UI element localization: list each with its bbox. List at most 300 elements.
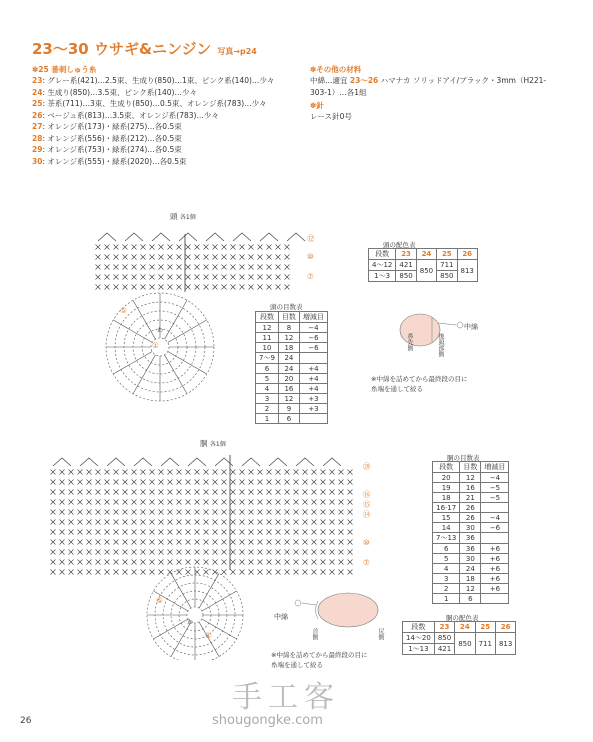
table-cell: 850 xyxy=(396,271,416,282)
single-crochet-symbol xyxy=(240,530,245,535)
single-crochet-symbol xyxy=(348,540,353,545)
single-crochet-symbol xyxy=(96,520,101,525)
single-crochet-symbol xyxy=(186,480,191,485)
decrease-symbol xyxy=(242,458,260,466)
yarn-heading: ✽25 番刺しゅう糸 xyxy=(32,65,97,74)
single-crochet-symbol xyxy=(339,480,344,485)
single-crochet-symbol xyxy=(177,560,182,565)
single-crochet-symbol xyxy=(231,265,236,270)
single-crochet-symbol xyxy=(312,480,317,485)
single-crochet-symbol xyxy=(150,520,155,525)
single-crochet-symbol xyxy=(339,530,344,535)
table-header-cell: 目数 xyxy=(460,462,481,473)
single-crochet-symbol xyxy=(348,490,353,495)
yarn-line-number: 26 xyxy=(32,110,43,120)
table-row xyxy=(256,323,328,333)
single-crochet-symbol xyxy=(168,520,173,525)
single-crochet-symbol xyxy=(69,470,74,475)
single-crochet-symbol xyxy=(276,530,281,535)
single-crochet-symbol xyxy=(96,570,101,575)
single-crochet-symbol xyxy=(168,550,173,555)
single-crochet-symbol xyxy=(186,570,191,575)
single-crochet-symbol xyxy=(132,510,137,515)
other-line-2: 303-1）…各1組 xyxy=(310,87,367,97)
single-crochet-symbol xyxy=(69,530,74,535)
single-crochet-symbol xyxy=(69,520,74,525)
single-crochet-symbol xyxy=(330,570,335,575)
single-crochet-symbol xyxy=(330,470,335,475)
single-crochet-symbol xyxy=(312,530,317,535)
single-crochet-symbol xyxy=(312,540,317,545)
single-crochet-symbol xyxy=(105,245,110,250)
single-crochet-symbol xyxy=(276,470,281,475)
table-row xyxy=(433,493,509,503)
needle-text: レース針0号 xyxy=(310,112,352,121)
single-crochet-symbol xyxy=(303,560,308,565)
single-crochet-symbol xyxy=(303,490,308,495)
body-count-table xyxy=(432,461,509,604)
single-crochet-symbol xyxy=(213,550,218,555)
other-line-1 xyxy=(310,75,546,87)
single-crochet-symbol xyxy=(249,500,254,505)
table-cell: −5 xyxy=(481,483,509,493)
single-crochet-symbol xyxy=(276,480,281,485)
table-cell: −4 xyxy=(481,473,509,483)
single-crochet-symbol xyxy=(321,490,326,495)
single-crochet-symbol xyxy=(69,510,74,515)
body-label-text: 胴 xyxy=(200,439,208,448)
table-cell: 21 xyxy=(460,493,481,503)
single-crochet-symbol xyxy=(222,500,227,505)
single-crochet-symbol xyxy=(339,490,344,495)
single-crochet-symbol xyxy=(348,500,353,505)
single-crochet-symbol xyxy=(231,530,236,535)
decrease-symbol xyxy=(323,458,341,466)
table-cell: 850 xyxy=(416,260,436,282)
single-crochet-symbol xyxy=(177,285,182,290)
page-number: 26 xyxy=(20,716,32,726)
single-crochet-symbol xyxy=(204,480,209,485)
single-crochet-symbol xyxy=(222,275,227,280)
single-crochet-symbol xyxy=(222,520,227,525)
single-crochet-symbol xyxy=(285,530,290,535)
single-crochet-symbol xyxy=(231,510,236,515)
single-crochet-symbol xyxy=(222,530,227,535)
single-crochet-symbol xyxy=(168,470,173,475)
single-crochet-symbol xyxy=(96,530,101,535)
single-crochet-symbol xyxy=(249,470,254,475)
single-crochet-symbol xyxy=(141,510,146,515)
single-crochet-symbol xyxy=(276,265,281,270)
table-cell xyxy=(299,414,327,424)
single-crochet-symbol xyxy=(150,490,155,495)
single-crochet-symbol xyxy=(78,570,83,575)
table-cell: 24 xyxy=(460,564,481,574)
table-cell: 3 xyxy=(433,574,460,584)
single-crochet-symbol xyxy=(186,275,191,280)
table-cell: +6 xyxy=(481,574,509,584)
single-crochet-symbol xyxy=(150,540,155,545)
single-crochet-symbol xyxy=(96,490,101,495)
single-crochet-symbol xyxy=(348,530,353,535)
single-crochet-symbol xyxy=(60,500,65,505)
table-cell: 5 xyxy=(256,374,279,384)
single-crochet-symbol xyxy=(123,570,128,575)
single-crochet-symbol xyxy=(222,510,227,515)
single-crochet-symbol xyxy=(51,480,56,485)
single-crochet-symbol xyxy=(195,510,200,515)
single-crochet-symbol xyxy=(114,540,119,545)
single-crochet-symbol xyxy=(294,540,299,545)
single-crochet-symbol xyxy=(150,560,155,565)
single-crochet-symbol xyxy=(114,285,119,290)
single-crochet-symbol xyxy=(321,510,326,515)
single-crochet-symbol xyxy=(51,490,56,495)
single-crochet-symbol xyxy=(159,520,164,525)
single-crochet-symbol xyxy=(258,520,263,525)
single-crochet-symbol xyxy=(78,480,83,485)
watermark-logo: 手工客 xyxy=(232,680,340,715)
single-crochet-symbol xyxy=(240,510,245,515)
single-crochet-symbol xyxy=(114,265,119,270)
table-cell: 2 xyxy=(433,584,460,594)
single-crochet-symbol xyxy=(141,480,146,485)
single-crochet-symbol xyxy=(249,560,254,565)
single-crochet-symbol xyxy=(177,550,182,555)
single-crochet-symbol xyxy=(150,265,155,270)
single-crochet-symbol xyxy=(60,510,65,515)
table-cell: +3 xyxy=(299,404,327,414)
single-crochet-symbol xyxy=(267,570,272,575)
single-crochet-symbol xyxy=(249,480,254,485)
single-crochet-symbol xyxy=(294,490,299,495)
decrease-symbol xyxy=(287,233,305,241)
single-crochet-symbol xyxy=(330,500,335,505)
single-crochet-symbol xyxy=(204,285,209,290)
table-cell: +3 xyxy=(299,394,327,404)
single-crochet-symbol xyxy=(96,275,101,280)
single-crochet-symbol xyxy=(195,520,200,525)
table-row xyxy=(433,483,509,493)
decrease-symbol xyxy=(179,233,197,241)
table-cell: 20 xyxy=(278,374,299,384)
single-crochet-symbol xyxy=(60,480,65,485)
head-note xyxy=(371,374,467,394)
single-crochet-symbol xyxy=(348,520,353,525)
single-crochet-symbol xyxy=(303,520,308,525)
single-crochet-symbol xyxy=(159,510,164,515)
body-circle-marker-1: ① xyxy=(205,631,212,640)
table-cell xyxy=(299,353,327,364)
single-crochet-symbol xyxy=(51,550,56,555)
table-cell: 19 xyxy=(433,483,460,493)
body-note xyxy=(271,650,367,670)
table-cell: 12 xyxy=(278,394,299,404)
single-crochet-symbol xyxy=(267,265,272,270)
single-crochet-symbol xyxy=(159,480,164,485)
single-crochet-symbol xyxy=(213,275,218,280)
single-crochet-symbol xyxy=(240,520,245,525)
single-crochet-symbol xyxy=(258,285,263,290)
single-crochet-symbol xyxy=(123,470,128,475)
table-row xyxy=(433,584,509,594)
single-crochet-symbol xyxy=(195,470,200,475)
yarn-line-number: 28 xyxy=(32,133,43,143)
head-color-table xyxy=(368,248,478,282)
single-crochet-symbol xyxy=(321,570,326,575)
single-crochet-symbol xyxy=(168,265,173,270)
table-cell: 14 xyxy=(433,523,460,533)
single-crochet-symbol xyxy=(240,285,245,290)
single-crochet-symbol xyxy=(78,510,83,515)
single-crochet-symbol xyxy=(231,570,236,575)
single-crochet-symbol xyxy=(240,245,245,250)
single-crochet-symbol xyxy=(123,550,128,555)
single-crochet-symbol xyxy=(159,570,164,575)
single-crochet-symbol xyxy=(276,520,281,525)
table-row xyxy=(433,473,509,483)
needle-heading: ✽針 xyxy=(310,101,324,110)
single-crochet-symbol xyxy=(87,540,92,545)
single-crochet-symbol xyxy=(51,530,56,535)
single-crochet-symbol xyxy=(96,265,101,270)
single-crochet-symbol xyxy=(141,540,146,545)
decrease-symbol xyxy=(53,458,71,466)
single-crochet-symbol xyxy=(105,560,110,565)
single-crochet-symbol xyxy=(168,275,173,280)
single-crochet-symbol xyxy=(105,500,110,505)
single-crochet-symbol xyxy=(114,570,119,575)
table-header-row xyxy=(256,312,328,323)
table-header-cell: 段数 xyxy=(403,622,435,633)
single-crochet-symbol xyxy=(276,500,281,505)
single-crochet-symbol xyxy=(177,530,182,535)
single-crochet-symbol xyxy=(204,275,209,280)
single-crochet-symbol xyxy=(348,510,353,515)
single-crochet-symbol xyxy=(132,265,137,270)
single-crochet-symbol xyxy=(258,550,263,555)
single-crochet-symbol xyxy=(114,530,119,535)
body-color-caption: 胴の配色表 xyxy=(446,614,479,622)
body-row-marker-14: ⑭ xyxy=(363,510,371,519)
single-crochet-symbol xyxy=(114,470,119,475)
single-crochet-symbol xyxy=(303,550,308,555)
table-cell: 16 xyxy=(278,384,299,394)
body-tail-side-label: 尻側 xyxy=(377,628,384,640)
yarn-line xyxy=(32,156,274,168)
single-crochet-symbol xyxy=(231,540,236,545)
table-header-cell: 増減目 xyxy=(299,312,327,323)
single-crochet-symbol xyxy=(321,540,326,545)
head-label xyxy=(170,211,196,222)
single-crochet-symbol xyxy=(195,245,200,250)
table-cell: 18 xyxy=(278,343,299,353)
decrease-symbol xyxy=(98,233,116,241)
single-crochet-symbol xyxy=(267,560,272,565)
single-crochet-symbol xyxy=(87,520,92,525)
single-crochet-symbol xyxy=(213,245,218,250)
table-cell xyxy=(481,533,509,544)
single-crochet-symbol xyxy=(222,255,227,260)
table-row xyxy=(433,574,509,584)
single-crochet-symbol xyxy=(132,530,137,535)
single-crochet-symbol xyxy=(105,480,110,485)
single-crochet-symbol xyxy=(312,550,317,555)
head-label-text: 頭 xyxy=(170,212,178,221)
single-crochet-symbol xyxy=(303,480,308,485)
single-crochet-symbol xyxy=(231,470,236,475)
single-crochet-symbol xyxy=(213,470,218,475)
single-crochet-symbol xyxy=(141,265,146,270)
single-crochet-symbol xyxy=(177,570,182,575)
single-crochet-symbol xyxy=(141,245,146,250)
table-cell: 4 xyxy=(256,384,279,394)
single-crochet-symbol xyxy=(204,510,209,515)
yarn-line xyxy=(32,110,274,122)
single-crochet-symbol xyxy=(213,560,218,565)
single-crochet-symbol xyxy=(132,570,137,575)
single-crochet-symbol xyxy=(222,470,227,475)
yarn-line xyxy=(32,144,274,156)
single-crochet-symbol xyxy=(168,245,173,250)
single-crochet-symbol xyxy=(267,510,272,515)
table-cell: +4 xyxy=(299,374,327,384)
table-header-cell: 23 xyxy=(434,622,454,633)
table-cell: 36 xyxy=(460,544,481,554)
single-crochet-symbol xyxy=(330,530,335,535)
single-crochet-symbol xyxy=(195,265,200,270)
single-crochet-symbol xyxy=(339,520,344,525)
head-row-marker-12: ⑫ xyxy=(307,234,315,243)
single-crochet-symbol xyxy=(114,560,119,565)
single-crochet-symbol xyxy=(267,550,272,555)
single-crochet-symbol xyxy=(249,255,254,260)
single-crochet-symbol xyxy=(141,530,146,535)
single-crochet-symbol xyxy=(240,265,245,270)
single-crochet-symbol xyxy=(51,470,56,475)
head-back-side-label: 後頭部側 xyxy=(437,333,444,357)
table-header-cell: 26 xyxy=(495,622,515,633)
single-crochet-symbol xyxy=(213,530,218,535)
table-cell: 5 xyxy=(433,554,460,564)
single-crochet-symbol xyxy=(186,470,191,475)
single-crochet-symbol xyxy=(213,490,218,495)
single-crochet-symbol xyxy=(312,470,317,475)
single-crochet-symbol xyxy=(267,245,272,250)
table-header-row xyxy=(433,462,509,473)
single-crochet-symbol xyxy=(276,560,281,565)
head-row-marker-10: ⑩ xyxy=(307,252,314,261)
decrease-symbol xyxy=(269,458,287,466)
head-count-caption: 頭の目数表 xyxy=(270,303,303,311)
single-crochet-symbol xyxy=(69,500,74,505)
single-crochet-symbol xyxy=(195,530,200,535)
single-crochet-symbol xyxy=(177,500,182,505)
table-cell: 8 xyxy=(278,323,299,333)
single-crochet-symbol xyxy=(222,570,227,575)
table-cell xyxy=(481,503,509,513)
single-crochet-symbol xyxy=(150,570,155,575)
table-cell: +6 xyxy=(481,564,509,574)
single-crochet-symbol xyxy=(114,245,119,250)
body-color-table xyxy=(402,621,516,655)
single-crochet-symbol xyxy=(123,520,128,525)
single-crochet-symbol xyxy=(69,480,74,485)
table-row xyxy=(256,404,328,414)
single-crochet-symbol xyxy=(159,285,164,290)
single-crochet-symbol xyxy=(186,255,191,260)
single-crochet-symbol xyxy=(195,490,200,495)
single-crochet-symbol xyxy=(249,490,254,495)
single-crochet-symbol xyxy=(177,245,182,250)
single-crochet-symbol xyxy=(240,540,245,545)
head-illustration xyxy=(380,305,490,360)
yarn-line-text: : 生成り(850)…3.5束、ピンク系(140)…少々 xyxy=(42,87,197,97)
single-crochet-symbol xyxy=(258,245,263,250)
single-crochet-symbol xyxy=(96,285,101,290)
single-crochet-symbol xyxy=(168,285,173,290)
single-crochet-symbol xyxy=(258,480,263,485)
single-crochet-symbol xyxy=(150,470,155,475)
yarn-line xyxy=(32,98,274,110)
table-cell: 24 xyxy=(278,353,299,364)
single-crochet-symbol xyxy=(267,490,272,495)
single-crochet-symbol xyxy=(159,470,164,475)
table-row xyxy=(433,554,509,564)
table-cell: +6 xyxy=(481,544,509,554)
single-crochet-symbol xyxy=(276,570,281,575)
single-crochet-symbol xyxy=(195,550,200,555)
single-crochet-symbol xyxy=(312,500,317,505)
single-crochet-symbol xyxy=(276,255,281,260)
single-crochet-symbol xyxy=(222,480,227,485)
single-crochet-symbol xyxy=(330,550,335,555)
single-crochet-symbol xyxy=(78,470,83,475)
yarn-line xyxy=(32,75,274,87)
single-crochet-symbol xyxy=(141,490,146,495)
single-crochet-symbol xyxy=(339,470,344,475)
single-crochet-symbol xyxy=(78,500,83,505)
single-crochet-symbol xyxy=(321,530,326,535)
table-cell: −6 xyxy=(481,523,509,533)
single-crochet-symbol xyxy=(177,470,182,475)
single-crochet-symbol xyxy=(267,520,272,525)
single-crochet-symbol xyxy=(132,470,137,475)
single-crochet-symbol xyxy=(231,275,236,280)
single-crochet-symbol xyxy=(186,245,191,250)
single-crochet-symbol xyxy=(60,550,65,555)
title-main: 23〜30 ウサギ&ニンジン xyxy=(32,40,212,58)
table-cell: 7〜9 xyxy=(256,353,279,364)
body-row-marker-10: ⑩ xyxy=(363,538,370,547)
table-cell: 30 xyxy=(460,523,481,533)
single-crochet-symbol xyxy=(141,550,146,555)
table-cell: 2 xyxy=(256,404,279,414)
table-row xyxy=(256,364,328,374)
single-crochet-symbol xyxy=(51,500,56,505)
single-crochet-symbol xyxy=(186,500,191,505)
single-crochet-symbol xyxy=(114,490,119,495)
single-crochet-symbol xyxy=(249,550,254,555)
single-crochet-symbol xyxy=(258,570,263,575)
single-crochet-symbol xyxy=(186,550,191,555)
table-cell: 12 xyxy=(278,333,299,343)
table-cell: 421 xyxy=(396,260,416,271)
body-neck-side-label: 首側 xyxy=(311,628,318,640)
single-crochet-symbol xyxy=(204,540,209,545)
yarn-list xyxy=(32,75,274,167)
single-crochet-symbol xyxy=(267,285,272,290)
